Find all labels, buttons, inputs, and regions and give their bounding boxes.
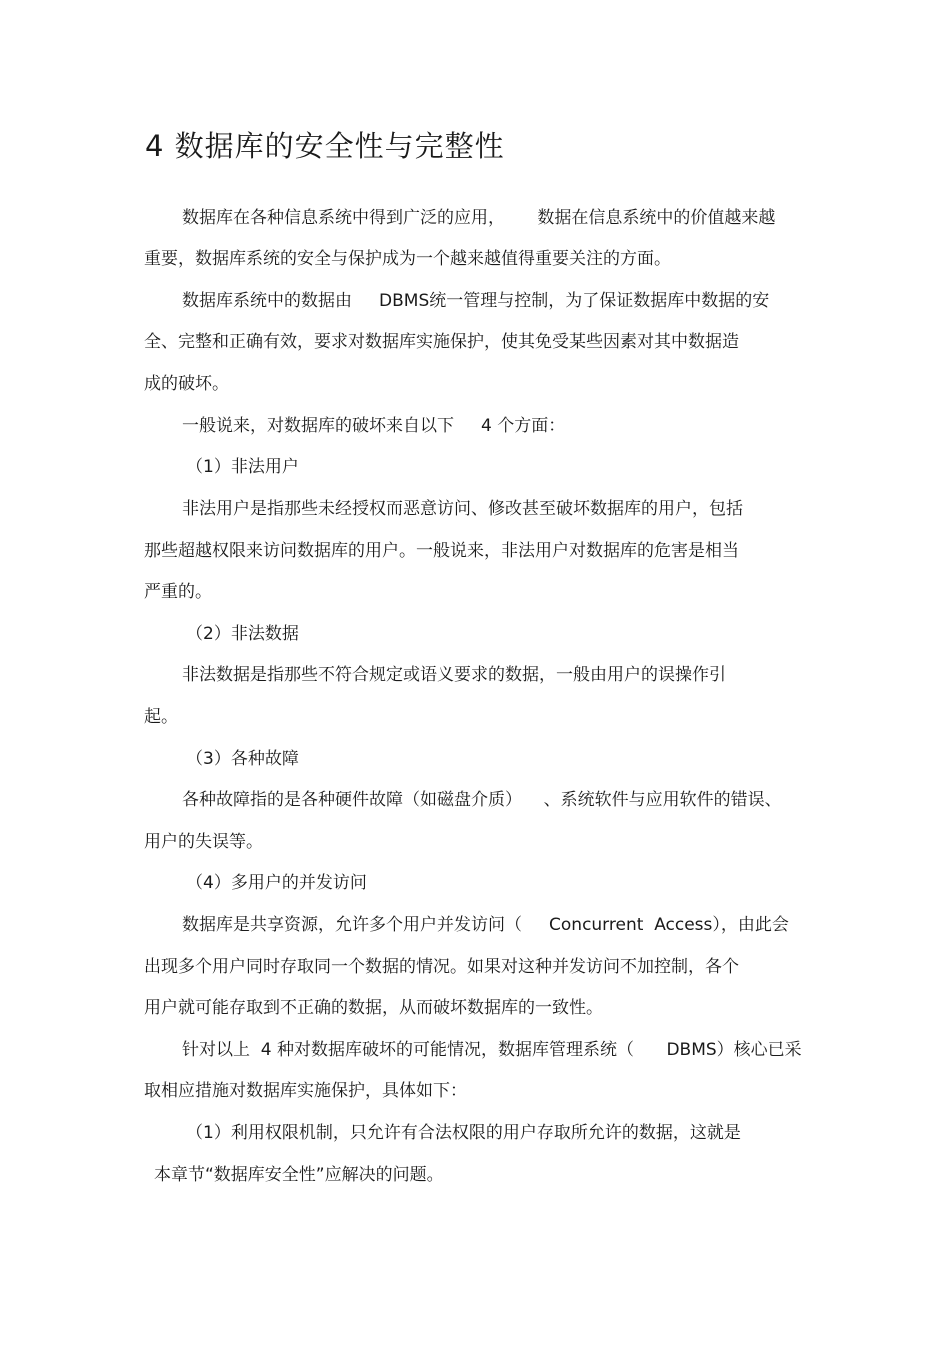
section-heading: （4）多用户的并发访问	[186, 873, 367, 893]
section-heading: （2）非法数据	[186, 624, 299, 644]
paragraph-line: 严重的。	[144, 582, 212, 602]
paragraph-line: 本章节“数据库安全性”应解决的问题。	[154, 1165, 444, 1185]
paragraph-line: 出现多个用户同时存取同一个数据的情况。如果对这种并发访问不加控制，各个	[144, 957, 739, 977]
paragraph-line: 各种故障指的是各种硬件故障（如磁盘介质） 、系统软件与应用软件的错误、	[182, 790, 782, 810]
paragraph-line: 用户就可能存取到不正确的数据，从而破坏数据库的一致性。	[144, 998, 603, 1018]
paragraph-line: 数据库是共享资源，允许多个用户并发访问（ Concurrent Access），由此会	[182, 915, 789, 935]
paragraph-line: 用户的失误等。	[144, 832, 263, 852]
paragraph-line: （1）利用权限机制，只允许有合法权限的用户存取所允许的数据，这就是	[186, 1123, 741, 1143]
paragraph-line: 那些超越权限来访问数据库的用户。一般说来，非法用户对数据库的危害是相当	[144, 541, 739, 561]
section-heading: （3）各种故障	[186, 749, 299, 769]
section-heading: （1）非法用户	[186, 457, 299, 477]
paragraph-line: 数据库系统中的数据由 DBMS统一管理与控制，为了保证数据库中数据的安	[182, 291, 770, 311]
paragraph-line: 成的破坏。	[144, 374, 229, 394]
paragraph-line: 全、完整和正确有效，要求对数据库实施保护，使其免受某些因素对其中数据造	[144, 332, 739, 352]
paragraph-line: 起。	[144, 707, 178, 727]
paragraph-line: 针对以上 4 种对数据库破坏的可能情况，数据库管理系统（ DBMS）核心已采	[182, 1040, 802, 1060]
paragraph-line: 重要，数据库系统的安全与保护成为一个越来越值得重要关注的方面。	[144, 249, 671, 269]
paragraph-line: 非法用户是指那些未经授权而恶意访问、修改甚至破坏数据库的用户，包括	[182, 499, 743, 519]
paragraph-line: 取相应措施对数据库实施保护，具体如下：	[144, 1081, 467, 1101]
paragraph-line: 数据库在各种信息系统中得到广泛的应用， 数据在信息系统中的价值越来越	[182, 208, 776, 228]
paragraph-line: 非法数据是指那些不符合规定或语义要求的数据，一般由用户的误操作引	[182, 665, 726, 685]
paragraph-line: 一般说来，对数据库的破坏来自以下 4 个方面：	[182, 416, 566, 436]
document-title: 4 数据库的安全性与完整性	[145, 129, 505, 163]
